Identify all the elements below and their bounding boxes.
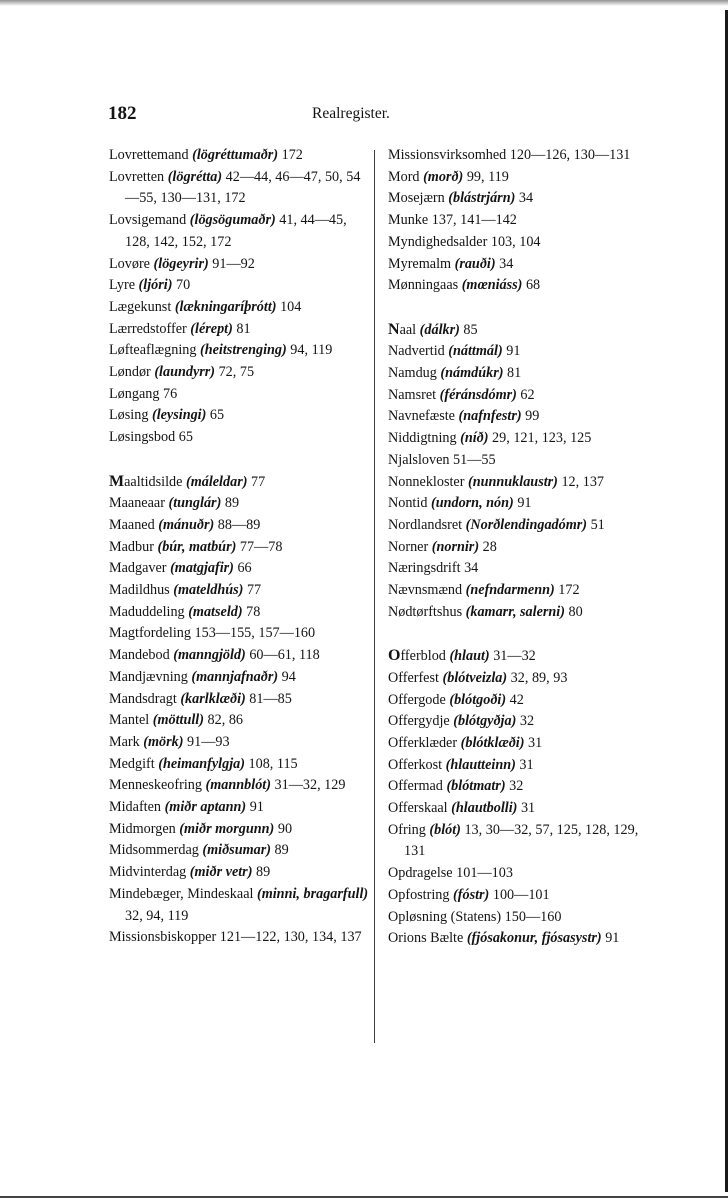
entry-term: Mosejærn [388, 190, 445, 207]
entry-old-norse-term: (ljóri) [138, 277, 173, 294]
entry-page-references: 31—32 [493, 648, 536, 665]
entry-page-references: 65 [178, 429, 193, 446]
index-entry [388, 928, 650, 950]
entry-page-references: 82, 86 [207, 712, 243, 729]
entry-page-references: 89 [224, 495, 240, 512]
entry-page-references: 80 [568, 603, 583, 620]
index-entry [388, 232, 650, 254]
index-entry [109, 819, 371, 841]
entry-term: Madildhus [109, 582, 170, 599]
index-entry [388, 776, 650, 798]
entry-page-references: 91—93 [187, 733, 230, 750]
entry-term: Maaneaar [109, 495, 165, 512]
entry-old-norse-term: (mannjafnaðr) [191, 668, 279, 685]
entry-old-norse-term: (máleldar) [185, 473, 248, 490]
entry-old-norse-term: (blótklæði) [460, 734, 525, 751]
entry-old-norse-term: (kamarr, salerni) [465, 603, 565, 620]
entry-term [109, 474, 182, 490]
index-entry [388, 711, 650, 733]
entry-page-references: 91 [605, 930, 620, 947]
entry-term: Midvinterdag [109, 864, 187, 881]
index-entry [388, 733, 650, 755]
entry-old-norse-term: (laundyrr) [154, 364, 216, 381]
index-entry [388, 188, 650, 210]
entry-page-references: 28 [482, 538, 497, 555]
entry-page-references: 103, 104 [490, 233, 541, 250]
entry-old-norse-term: (manngjöld) [173, 647, 246, 664]
index-entry [388, 145, 650, 167]
entry-page-references: 137, 141—142 [431, 212, 517, 229]
entry-old-norse-term: (mannblót) [205, 777, 271, 794]
entry-old-norse-term: (Norðlendingadómr) [465, 516, 588, 533]
entry-page-references: 51—55 [453, 451, 496, 468]
entry-page-references: 65 [209, 407, 225, 424]
index-entry [109, 558, 371, 580]
column-divider [374, 150, 375, 1043]
index-entry [109, 667, 371, 689]
entry-term: Mandebod [109, 647, 170, 664]
index-entry [109, 275, 371, 297]
index-entry [109, 537, 371, 559]
index-entry [109, 254, 371, 276]
index-entry [109, 689, 371, 711]
entry-page-references: 153—155, 157—160 [194, 625, 316, 642]
entry-term: Offerfest [388, 669, 439, 686]
entry-page-references: 85 [463, 321, 478, 338]
entry-term: Mandjævning [109, 668, 188, 685]
index-entry [388, 863, 650, 885]
entry-page-references: 34 [499, 255, 514, 272]
entry-page-references: 12, 137 [561, 473, 605, 490]
index-entry [388, 798, 650, 820]
entry-term: Offergydje [388, 713, 450, 730]
index-entry [388, 275, 650, 297]
entry-page-references: 34 [518, 190, 534, 207]
entry-term: Løsingsbod [109, 429, 176, 446]
entry-page-references: 91 [517, 495, 532, 512]
entry-old-norse-term: (blótveizla) [442, 669, 508, 686]
entry-term: Nonnekloster [388, 473, 465, 490]
index-entry [388, 907, 650, 929]
entry-old-norse-term: (blót) [429, 821, 461, 838]
index-entry [109, 754, 371, 776]
entry-old-norse-term: (fjósakonur, fjósasystr) [466, 930, 602, 947]
entry-page-references: 68 [525, 277, 541, 294]
entry-term: Ofring [388, 821, 426, 838]
entry-page-references: 150—160 [504, 908, 562, 925]
index-entry [109, 493, 371, 515]
index-entry [388, 558, 650, 580]
index-entry [109, 515, 371, 537]
entry-term: Offerskaal [388, 800, 448, 817]
index-column-left [109, 145, 371, 949]
index-entry [109, 732, 371, 754]
entry-page-references: 72, 75 [218, 364, 255, 381]
index-entry [388, 493, 650, 515]
entry-page-references: 29, 121, 123, 125 [492, 430, 592, 447]
entry-page-references: 121—122, 130, 134, 137 [219, 929, 362, 946]
entry-old-norse-term: (morð) [423, 168, 464, 185]
index-entry-section-start [109, 471, 371, 494]
entry-page-references: 13, 30—32, 57, 125, 128, 129, 131 [404, 821, 639, 860]
entry-term-rest: aaltidsilde [124, 473, 183, 490]
entry-page-references: 62 [520, 386, 535, 403]
entry-old-norse-term: (lögrétta) [167, 168, 223, 185]
entry-term: Løngang [109, 385, 160, 402]
entry-page-references: 31 [528, 734, 543, 751]
entry-term: Lærredstoffer [109, 320, 187, 337]
entry-old-norse-term: (nornir) [431, 538, 480, 555]
entry-term: Navnefæste [388, 408, 455, 425]
entry-page-references: 91 [249, 799, 264, 816]
entry-page-references: 99 [525, 408, 540, 425]
section-gap [388, 623, 650, 645]
entry-page-references: 91—92 [212, 255, 255, 272]
entry-page-references: 76 [162, 385, 178, 402]
entry-old-norse-term: (lögeyrir) [153, 255, 209, 272]
entry-term: Medgift [109, 755, 155, 772]
index-entry [109, 840, 371, 862]
entry-old-norse-term: (hlautbolli) [451, 800, 518, 817]
index-entry [109, 145, 371, 167]
entry-term: Næringsdrift [388, 560, 461, 577]
index-entry [109, 645, 371, 667]
index-column-right [388, 145, 650, 950]
entry-old-norse-term: (lækningaríþrótt) [174, 298, 277, 315]
entry-term: Lovsigemand [109, 212, 187, 229]
entry-term: Opdragelse [388, 865, 453, 882]
entry-old-norse-term: (blástrjárn) [448, 190, 516, 207]
entry-page-references: 78 [246, 603, 261, 620]
entry-page-references: 91 [506, 343, 521, 360]
entry-term: Opfostring [388, 886, 450, 903]
entry-page-references: 42 [509, 691, 524, 708]
index-entry [388, 537, 650, 559]
entry-page-references: 108, 115 [248, 755, 298, 772]
entry-old-norse-term: (nefndarmenn) [465, 582, 555, 599]
entry-page-references: 31—32, 129 [274, 777, 346, 794]
entry-term: Løfteaflægning [109, 342, 197, 359]
entry-old-norse-term: (miðr vetr) [189, 864, 253, 881]
index-entry [109, 927, 371, 949]
index-entry [109, 884, 371, 927]
page-number: 182 [108, 103, 137, 124]
index-entry [388, 341, 650, 363]
entry-old-norse-term: (blótmatr) [446, 778, 506, 795]
index-entry [388, 602, 650, 624]
entry-term: Maduddeling [109, 603, 185, 620]
entry-term: Lovretten [109, 168, 165, 185]
entry-term: Lovøre [109, 255, 150, 272]
entry-term: Mantel [109, 712, 150, 729]
index-entry [388, 406, 650, 428]
entry-old-norse-term: (blótgyðja) [453, 713, 517, 730]
entry-page-references: 70 [175, 277, 191, 294]
entry-old-norse-term: (heitstrenging) [200, 342, 287, 359]
entry-page-references: 81 [507, 365, 522, 382]
scan-edge-top [0, 0, 728, 6]
index-entry-section-start [388, 319, 650, 342]
entry-term: Madbur [109, 538, 154, 555]
entry-page-references: 90 [277, 820, 293, 837]
entry-old-norse-term: (nunnuklaustr) [468, 473, 558, 490]
entry-old-norse-term: (lögsögumaðr) [189, 212, 276, 229]
entry-term: Myndighedsalder [388, 233, 488, 250]
index-entry [388, 885, 650, 907]
entry-term: Norner [388, 538, 429, 555]
entry-old-norse-term: (undorn, nón) [430, 495, 514, 512]
entry-page-references: 88—89 [217, 516, 261, 533]
entry-term: Nontid [388, 495, 428, 512]
entry-term: Midaften [109, 799, 162, 816]
index-entry [109, 427, 371, 449]
entry-page-references: 172 [281, 147, 303, 163]
index-entry [388, 668, 650, 690]
index-entry [388, 690, 650, 712]
entry-page-references: 89 [274, 842, 289, 859]
index-entry [109, 297, 371, 319]
entry-old-norse-term: (minni, bragarfull) [256, 885, 369, 902]
index-entry [109, 384, 371, 406]
entry-page-references: 31 [520, 800, 536, 817]
entry-term: Missionsbiskopper [109, 929, 217, 946]
entry-page-references: 100—101 [492, 886, 550, 903]
entry-term-rest: aal [399, 321, 417, 338]
entry-page-references: 101—103 [456, 865, 513, 882]
entry-term: Njalsloven [388, 451, 450, 468]
entry-term: Offerklæder [388, 734, 458, 751]
index-entry [388, 580, 650, 602]
entry-term: Lyre [109, 277, 135, 294]
entry-page-references: 120—126, 130—131 [509, 147, 631, 163]
section-gap [109, 449, 371, 471]
entry-page-references: 41, 44—45, 128, 142, 152, 172 [125, 212, 347, 250]
entry-old-norse-term: (mateldhús) [173, 582, 244, 599]
entry-page-references: 60—61, 118 [249, 647, 320, 664]
entry-old-norse-term: (möttull) [152, 712, 204, 729]
entry-term: Maaned [109, 516, 155, 533]
entry-old-norse-term: (blótgoði) [449, 691, 507, 708]
index-entry [109, 775, 371, 797]
entry-term: Namdug [388, 365, 437, 382]
entry-old-norse-term: (matgjafir) [170, 560, 234, 577]
entry-term [388, 322, 416, 338]
entry-term-rest: fferblod [400, 648, 446, 665]
entry-term: Nordlandsret [388, 516, 463, 533]
entry-old-norse-term: (náttmál) [448, 343, 503, 360]
index-entry [388, 820, 650, 863]
entry-old-norse-term: (nafnfestr) [458, 408, 522, 425]
index-entry [388, 254, 650, 276]
entry-page-references: 172 [558, 582, 580, 599]
entry-page-references: 89 [255, 864, 271, 881]
entry-old-norse-term: (leysingi) [151, 407, 207, 424]
index-entry [109, 167, 371, 210]
entry-term: Magtfordeling [109, 625, 191, 642]
entry-old-norse-term: (féránsdómr) [439, 386, 517, 403]
entry-term: Missionsvirksomhed [388, 147, 507, 163]
entry-term: Lovrettemand [109, 147, 189, 163]
index-entry [109, 319, 371, 341]
entry-term: Niddigtning [388, 430, 457, 447]
entry-old-norse-term: (mœniáss) [461, 277, 523, 294]
entry-page-references: 81—85 [249, 690, 292, 707]
entry-page-references: 34 [464, 560, 479, 577]
entry-term: Namsret [388, 386, 437, 403]
running-head: Realregister. [312, 105, 390, 122]
index-entry [388, 385, 650, 407]
entry-old-norse-term: (búr, matbúr) [157, 538, 237, 555]
entry-old-norse-term: (hlautteinn) [445, 756, 516, 773]
entry-term: Midmorgen [109, 820, 176, 837]
index-entry-section-start [388, 645, 650, 668]
index-entry [388, 450, 650, 472]
entry-term: Mandsdragt [109, 690, 177, 707]
index-entry [109, 602, 371, 624]
entry-old-norse-term: (matseld) [188, 603, 243, 620]
entry-old-norse-term: (mörk) [143, 733, 184, 750]
entry-page-references: 77—78 [239, 538, 283, 555]
section-gap [388, 297, 650, 319]
entry-term: Løsing [109, 407, 149, 424]
entry-page-references: 99, 119 [466, 168, 509, 185]
entry-page-references: 77 [246, 582, 262, 599]
index-entry [109, 862, 371, 884]
entry-old-norse-term: (tunglár) [168, 495, 222, 512]
entry-page-references: 32 [519, 713, 535, 730]
entry-page-references: 104 [280, 298, 302, 315]
entry-term: Løndør [109, 364, 151, 381]
entry-term: Myremalm [388, 255, 452, 272]
entry-term: Nævnsmænd [388, 582, 463, 599]
index-entry [109, 797, 371, 819]
entry-term: Lægekunst [109, 298, 172, 315]
index-entry [388, 167, 650, 189]
entry-old-norse-term: (rauði) [454, 255, 496, 272]
index-entry [388, 210, 650, 232]
entry-page-references: 31 [519, 756, 534, 773]
entry-page-references: 32, 94, 119 [125, 907, 189, 924]
entry-page-references: 51 [590, 516, 605, 533]
section-initial: N [388, 320, 400, 338]
entry-term: Nadvertid [388, 343, 445, 360]
entry-page-references: 81 [236, 320, 251, 337]
entry-old-norse-term: (lögréttumaðr) [192, 147, 279, 163]
entry-term: Midsommerdag [109, 842, 199, 859]
index-entry [388, 755, 650, 777]
entry-page-references: 94, 119 [290, 342, 333, 359]
index-entry [388, 363, 650, 385]
entry-term: Munke [388, 212, 429, 229]
entry-term: Nødtørftshus [388, 603, 463, 620]
entry-old-norse-term: (hlaut) [449, 648, 490, 665]
entry-page-references: 42—44, 46—47, 50, 54—55, 130—131, 172 [125, 168, 361, 207]
section-initial: M [109, 472, 125, 490]
index-entry [388, 472, 650, 494]
entry-term: Menneskeofring [109, 777, 202, 794]
index-entry [388, 428, 650, 450]
entry-term: Mark [109, 733, 140, 750]
entry-page-references: 94 [281, 668, 296, 685]
index-entry [388, 515, 650, 537]
entry-page-references: 66 [237, 560, 252, 577]
index-entry [109, 340, 371, 362]
index-entry [109, 710, 371, 732]
index-entry [109, 210, 371, 253]
index-entry [109, 362, 371, 384]
entry-term: Madgaver [109, 560, 167, 577]
entry-old-norse-term: (miðr morgunn) [179, 820, 275, 837]
entry-term: Opløsning (Statens) [388, 908, 502, 925]
entry-old-norse-term: (miðr aptann) [164, 799, 247, 816]
entry-old-norse-term: (heimanfylgja) [158, 755, 245, 772]
entry-old-norse-term: (dálkr) [419, 321, 460, 338]
entry-old-norse-term: (karlklæði) [180, 690, 246, 707]
entry-term [388, 648, 446, 664]
entry-old-norse-term: (námdúkr) [440, 365, 504, 382]
entry-term: Orions Bælte [388, 930, 464, 947]
entry-term: Mord [388, 168, 420, 185]
entry-old-norse-term: (fóstr) [453, 886, 490, 903]
entry-page-references: 77 [250, 473, 266, 490]
entry-term: Offerkost [388, 756, 443, 773]
entry-term: Mindebæger, Mindeskaal [109, 885, 254, 902]
index-entry [109, 580, 371, 602]
entry-term: Mønningaas [388, 277, 459, 294]
entry-old-norse-term: (mánuðr) [158, 516, 215, 533]
section-initial: O [388, 647, 401, 665]
index-entry [109, 623, 371, 645]
entry-term: Offergode [388, 691, 446, 708]
entry-page-references: 32 [509, 778, 524, 795]
entry-term: Offermad [388, 778, 443, 795]
entry-old-norse-term: (miðsumar) [202, 842, 271, 859]
entry-page-references: 32, 89, 93 [510, 669, 568, 686]
index-entry [109, 405, 371, 427]
entry-old-norse-term: (níð) [460, 430, 489, 447]
entry-old-norse-term: (lérept) [190, 320, 233, 337]
